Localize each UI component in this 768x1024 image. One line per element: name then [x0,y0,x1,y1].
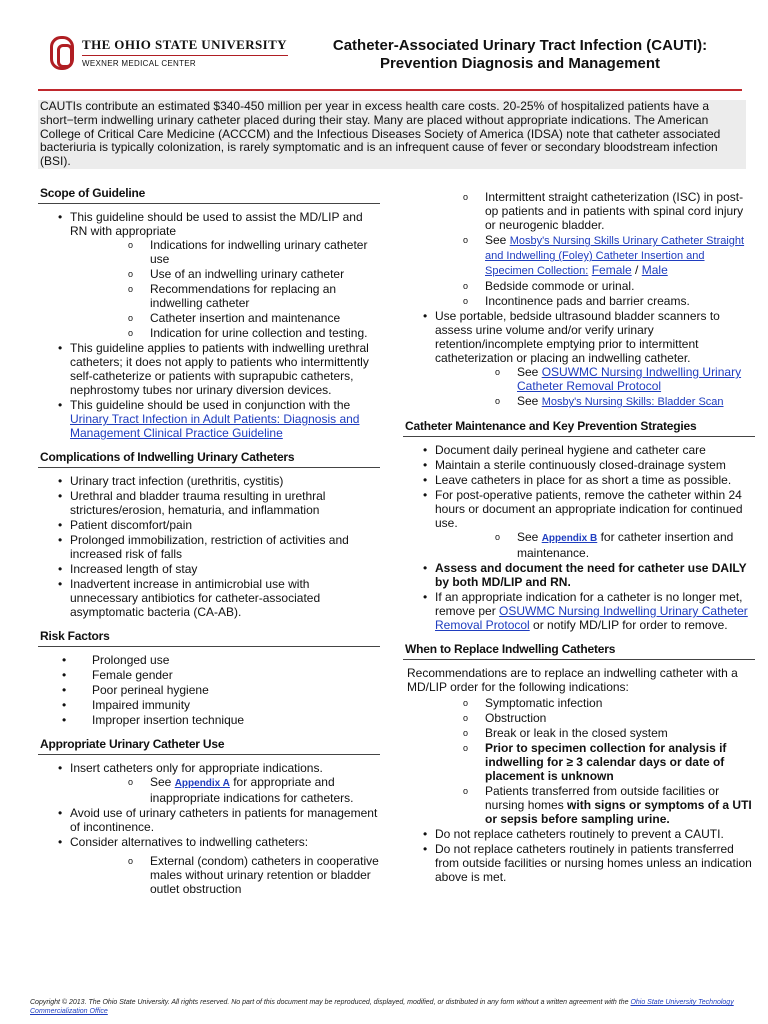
appropriate-use-heading: Appropriate Urinary Catheter Use [38,735,380,755]
list-item: • If an appropriate indication for a catheter is no longer met, remove per OSUWMC Nursing Indwelling Urinary Catheter Removal Protocol or notify MD/LIP for order to remove. [403,590,755,632]
replace-intro: Recommendations are to replace an indwelling catheter with a MD/LIP order for the following indications: [407,666,738,694]
sub-item: o Obstruction [403,711,755,725]
osu-logo [50,36,290,76]
appropriate-use-continued [403,190,755,409]
risk-factors-heading: Risk Factors [38,627,380,647]
list-item: • This guideline should be used to assist the MD/LIP and RN with appropriate o Indications for indwelling urinary catheter use o Use of an indwelling urinary catheter o Recommendations for replacing an indwelling catheter o Catheter insertion and maintenance o Indication for urine collection and testing. [38,210,380,340]
sub-item: o Use of an indwelling urinary catheter [70,267,380,281]
right-column [403,190,755,892]
scope-heading: Scope of Guideline [38,184,380,204]
sub-item: o See OSUWMC Nursing Indwelling Urinary Catheter Removal Protocol [435,365,755,393]
sub-item: o Prior to specimen collection for analysis if indwelling for ≥ 3 calendar days or date of placement is unknown [403,741,755,783]
block-o-icon [50,36,74,70]
list-item: • Prolonged immobilization, restriction of activities and increased risk of falls [38,533,380,561]
list-item: • Use portable, bedside ultrasound bladder scanners to assess urine volume and/or verify urinary retention/incomplete emptying prior to intermittent catheterization or placing an indwelling catheter. o See OSUWMC Nursing Indwelling Urinary Catheter Removal Protocol o See Mosby's Nursing Skills: Bladder Scan [403,309,755,409]
sub-item: o Recommendations for replacing an indwelling catheter [70,282,380,310]
uti-guideline-link[interactable]: Urinary Tract Infection in Adult Patients: Diagnosis and Management Clinical Practice Guideline [70,412,360,440]
list-item: • Leave catheters in place for as short a time as possible. [403,473,755,487]
sub-item: o See Appendix A for appropriate and inappropriate indications for catheters. [70,775,380,805]
sub-item: o Indications for indwelling urinary catheter use [70,238,380,266]
list-item: • Urinary tract infection (urethritis, cystitis) [38,474,380,488]
list-item: • Improper insertion technique [38,713,380,727]
sub-item: o External (condom) catheters in cooperative males without urinary retention or bladder outlet obstruction [70,854,380,896]
sub-item: o Catheter insertion and maintenance [70,311,380,325]
list-item: • Consider alternatives to indwelling catheters: o External (condom) catheters in cooperative males without urinary retention or bladder outlet obstruction [38,835,380,896]
maintenance-section [403,417,755,632]
list-item: • Do not replace catheters routinely to prevent a CAUTI. [403,827,755,841]
list-item: • Do not replace catheters routinely in patients transferred from outside facilities or nursing homes unless an indication above is met. [403,842,755,884]
list-item: • Assess and document the need for catheter use DAILY by both MD/LIP and RN. [403,561,755,589]
risk-factors-section [38,627,380,727]
complications-heading: Complications of Indwelling Urinary Catheters [38,448,380,468]
list-item: • Impaired immunity [38,698,380,712]
maintenance-heading: Catheter Maintenance and Key Prevention Strategies [403,417,755,437]
list-item: • Female gender [38,668,380,682]
sub-item: o Intermittent straight catheterization (ISC) in post-op patients and in patients with spinal cord injury or neurogenic bladder. [403,190,755,232]
sub-item: o Bedside commode or urinal. [403,279,755,293]
list-item: • Insert catheters only for appropriate indications. o See Appendix A for appropriate and inappropriate indications for catheters. [38,761,380,805]
appropriate-use-section [38,735,380,896]
sub-item: o Break or leak in the closed system [403,726,755,740]
list-item: • Maintain a sterile continuously closed-drainage system [403,458,755,472]
sub-item: o Indication for urine collection and testing. [70,326,380,340]
replace-heading: When to Replace Indwelling Catheters [403,640,755,660]
tech-commercialization-link[interactable]: Ohio State University Technology Commercialization Office [30,999,734,1015]
sub-item: o Patients transferred from outside facilities or nursing homes with signs or symptoms of a UTI or sepsis before sampling urine. [403,784,755,826]
copyright-footer: Copyright © 2013. The Ohio State University. All rights reserved. No part of this document may be reproduced, displayed, modified, or distributed in any form without a written agreement with the Ohio State University Technology Commercialization Office [30,999,734,1015]
list-item: • Patient discomfort/pain [38,518,380,532]
appendix-b-link[interactable]: Appendix B [541,533,598,544]
university-name: THE OHIO STATE UNIVERSITY [82,37,287,52]
complications-section [38,448,380,619]
mosby-catheter-link[interactable]: Mosby's Nursing Skills Urinary Catheter Straight and Indwelling (Foley) Catheter Insertion and Specimen Collection: [485,235,745,277]
bladder-scan-link[interactable]: Mosby's Nursing Skills: Bladder Scan [541,396,724,408]
sub-item: o Incontinence pads and barrier creams. [403,294,755,308]
male-link[interactable]: Male [641,263,668,277]
intro-paragraph: CAUTIs contribute an estimated $340-450 million per year in excess health care costs. 20-25% of hospitalized patients have a short−term indwelling urinary catheter placed during their stay. Many are placed without appropriate indications. The American College of Critical Care Medicine (ACCCM) and the Infectious Diseases Society of America (IDSA) note that catheter associated bacteriuria is typically colonization, is rarely symptomatic and is an infrequent cause of fever or secondary bloodstream infection (BSI). [38,100,746,169]
removal-protocol-link-2[interactable]: OSUWMC Nursing Indwelling Urinary Catheter Removal Protocol [435,604,748,632]
scope-section [38,184,380,440]
female-link[interactable]: Female [591,263,632,277]
header-divider [38,89,742,91]
list-item: • Document daily perineal hygiene and catheter care [403,443,755,457]
list-item: • For post-operative patients, remove the catheter within 24 hours or document an appropriate indication for continued use. o See Appendix B for catheter insertion and maintenance. [403,488,755,560]
list-item: • This guideline applies to patients with indwelling urethral catheters; it does not apply to patients who intermittently self-catheterize or patients with suprapubic catheters, nephrostomy tubes nor urinary diversion devices. [38,341,380,397]
removal-protocol-link[interactable]: OSUWMC Nursing Indwelling Urinary Catheter Removal Protocol [517,365,742,393]
list-item: • Poor perineal hygiene [38,683,380,697]
medical-center-name: WEXNER MEDICAL CENTER [82,59,197,68]
sub-item: o See Mosby's Nursing Skills: Bladder Scan [435,394,755,409]
sub-item: o See Mosby's Nursing Skills Urinary Catheter Straight and Indwelling (Foley) Catheter Insertion and Specimen Collection: Female / Male [403,233,755,278]
page-title: Catheter-Associated Urinary Tract Infection (CAUTI): Prevention Diagnosis and Management [332,37,708,72]
list-item: • Prolonged use [38,653,380,667]
replace-section [403,640,755,884]
list-item: • This guideline should be used in conjunction with the Urinary Tract Infection in Adult Patients: Diagnosis and Management Clinical Practice Guideline [38,398,380,440]
list-item: • Inadvertent increase in antimicrobial use with unnecessary antibiotics for catheter-associated asymptomatic bacteria (CA-AB). [38,577,380,619]
list-item: • Avoid use of urinary catheters in patients for management of incontinence. [38,806,380,834]
sub-item: o See Appendix B for catheter insertion and maintenance. [435,530,755,560]
list-item: • Increased length of stay [38,562,380,576]
list-item: • Urethral and bladder trauma resulting in urethral strictures/erosion, hematuria, and inflammation [38,489,380,517]
sub-item: o Symptomatic infection [403,696,755,710]
appendix-a-link[interactable]: Appendix A [174,778,230,789]
left-column [38,184,380,904]
